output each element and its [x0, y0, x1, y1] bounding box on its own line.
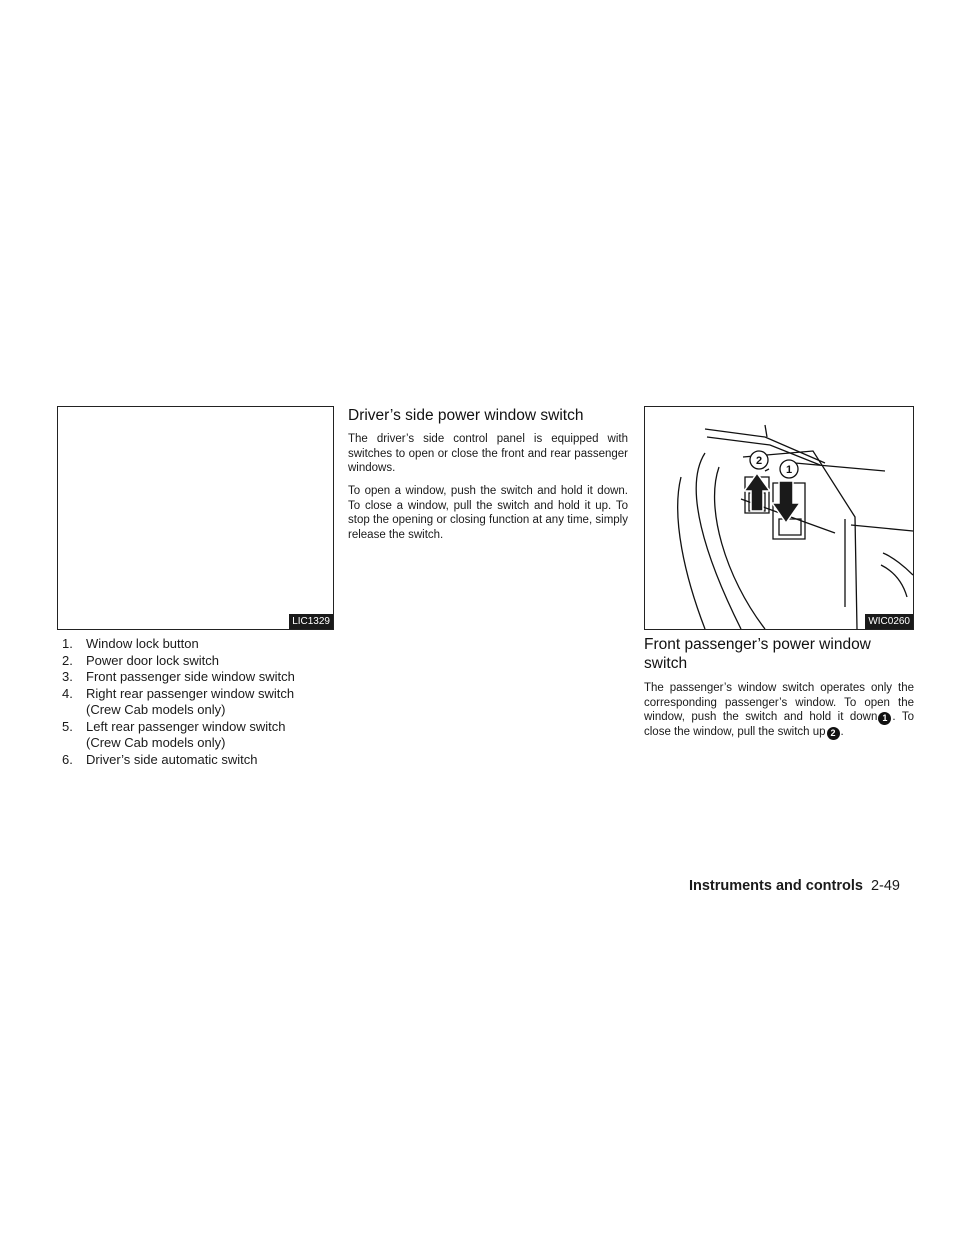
list-item: 5. Left rear passenger window switch (Crew Cab models only)	[62, 718, 286, 750]
switch-illustration	[645, 407, 913, 629]
figure-caption: LIC1329	[289, 614, 333, 629]
driver-paragraph-2: To open a window, push the switch and hold it down. To close a window, pull the switch and hold it up. To stop the opening or closing function at any time, simply release the switch.	[348, 485, 628, 541]
page-number: 2-49	[870, 878, 900, 894]
list-item: 6. Driver’s side automatic switch	[62, 751, 258, 767]
passenger-section-heading: Front passenger’s power window switch	[644, 636, 871, 672]
figure-passenger-window-switch	[644, 406, 914, 630]
list-item: 2. Power door lock switch	[62, 652, 219, 668]
callout-2-label: 2	[755, 455, 763, 467]
ref-2-icon: 2	[827, 727, 840, 740]
callout-1-label: 1	[785, 464, 793, 476]
list-item: 4. Right rear passenger window switch (Crew Cab models only)	[62, 685, 295, 717]
page-footer	[689, 878, 900, 894]
list-item: 1. Window lock button	[62, 636, 199, 651]
driver-paragraph-1: The driver’s side control panel is equipped with switches to open or close the front and rear passenger windows.	[348, 433, 628, 474]
figure-window-lock-panel	[57, 406, 334, 630]
arrow-down-icon	[772, 481, 800, 523]
arrow-up-icon	[744, 473, 770, 511]
figure-caption: WIC0260	[865, 614, 913, 629]
passenger-paragraph: The passenger’s window switch operates only the corresponding passenger’s window. To open the window, push the switch and hold it down 1 . To close the window, pull the switch up 2 .	[644, 682, 914, 738]
footer-section-title: Instruments and controls	[688, 878, 863, 894]
ref-1-icon: 1	[878, 712, 891, 725]
list-item: 3. Front passenger side window switch	[62, 669, 295, 684]
switch-legend-list	[62, 636, 332, 768]
driver-section-heading: Driver’s side power window switch	[348, 407, 584, 424]
